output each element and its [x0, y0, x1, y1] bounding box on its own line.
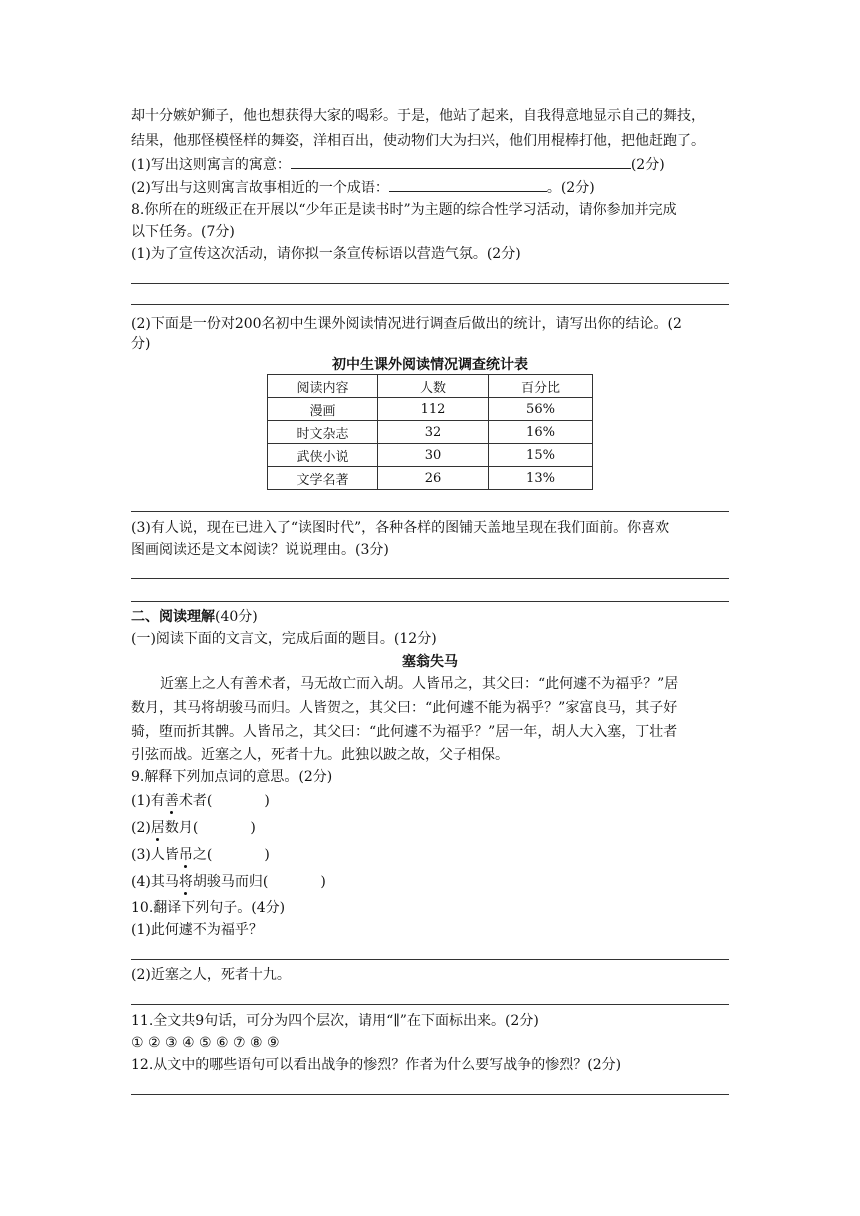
dotted-word: 善 [164, 793, 179, 809]
item-text: ) [264, 793, 270, 809]
q8-sub3-line-2: 图画阅读还是文本阅读？说说理由。(3分) [131, 542, 389, 558]
passage-line-2: 数月，其马将胡骏马而归。人皆贺之，其父曰：“此何遽不能为祸乎？”家富良马，其子好 [131, 700, 678, 716]
dotted-word: 吊 [178, 847, 193, 863]
table-cell: 文学名著 [268, 467, 378, 490]
q10-sentence-1: (1)此何遽不为福乎？ [131, 922, 263, 938]
section-heading [131, 607, 731, 627]
q8-sub3-line-1: (3)有人说，现在已进入了“读图时代”，各种各样的图铺天盖地呈现在我们面前。你喜欢 [131, 520, 670, 536]
fable-question-2 [131, 177, 731, 198]
answer-line[interactable] [131, 304, 729, 305]
section-title: 二、阅读理解 [131, 609, 215, 625]
table-cell: 13% [489, 467, 593, 490]
passage-line-3: 骑，堕而折其髀。人皆吊之，其父曰：“此何遽不为福乎？”居一年，胡人大入塞，丁壮者 [131, 724, 678, 740]
table-title: 初中生课外阅读情况调查统计表 [332, 357, 528, 373]
item-text: (4)其马 [131, 874, 179, 890]
item-text: 之( [192, 847, 213, 863]
q9-item [131, 791, 731, 811]
answer-line[interactable] [131, 1094, 729, 1095]
passage-title: 塞翁失马 [402, 654, 458, 670]
q10-stem: 10.翻译下列句子。(4分) [131, 900, 286, 916]
answer-line[interactable] [131, 959, 729, 960]
q9-item [131, 818, 731, 838]
q8-stem-line-2: 以下任务。(7分) [131, 224, 235, 240]
table-cell: 56% [489, 398, 593, 421]
q11-sentence-marks[interactable]: ① ② ③ ④ ⑤ ⑥ ⑦ ⑧ ⑨ [131, 1035, 280, 1051]
answer-blank[interactable] [389, 177, 547, 192]
item-text: ) [320, 874, 326, 890]
section-score: (40分) [215, 609, 258, 625]
q8-sub2-line-1: (2)下面是一份对200名初中生课外阅读情况进行调查后做出的统计，请写出你的结论。(2 [131, 316, 682, 332]
q9-item [131, 872, 731, 892]
q12-stem: 12.从文中的哪些语句可以看出战争的惨烈？作者为什么要写战争的惨烈？(2分) [131, 1057, 622, 1073]
q10-sentence-2: (2)近塞之人，死者十九。 [131, 967, 291, 983]
q8-stem-line-1: 8.你所在的班级正在开展以“少年正是读书时”为主题的综合性学习活动，请你参加并完成 [131, 202, 677, 218]
fable-line-1: 却十分嫉妒狮子，他也想获得大家的喝彩。于是，他站了起来，自我得意地显示自己的舞技， [131, 108, 705, 124]
q9-item [131, 845, 731, 865]
question-text: (2)写出与这则寓言故事相近的一个成语： [131, 180, 389, 196]
item-text: 数月( [164, 820, 199, 836]
reading-survey-table [267, 374, 593, 490]
q11-stem: 11.全文共9句话，可分为四个层次，请用“∥”在下面标出来。(2分) [131, 1013, 539, 1029]
table-header-row [268, 375, 593, 398]
q9-stem: 9.解释下列加点词的意思。(2分) [131, 769, 333, 785]
answer-line[interactable] [131, 511, 729, 512]
item-text: ) [250, 820, 256, 836]
table-header: 人数 [378, 375, 489, 398]
q8-sub1: (1)为了宣传这次活动，请你拟一条宣传标语以营造气氛。(2分) [131, 246, 521, 262]
fable-line-2: 结果，他那怪模怪样的舞姿，洋相百出，使动物们大为扫兴，他们用棍棒打他，把他赶跑了。 [131, 133, 705, 149]
passage-line-4: 引弦而战。近塞之人，死者十九。此独以跛之故，父子相保。 [131, 747, 509, 763]
table-cell: 时文杂志 [268, 421, 378, 444]
table-row [268, 398, 593, 421]
answer-blank[interactable] [291, 154, 631, 169]
part-1-instruction: (一)阅读下面的文言文，完成后面的题目。(12分) [131, 631, 437, 647]
item-text: (1)有 [131, 793, 165, 809]
table-cell: 112 [378, 398, 489, 421]
dotted-word: 居 [150, 820, 165, 836]
fable-question-1 [131, 154, 731, 175]
question-score: 。(2分) [546, 180, 595, 196]
answer-line[interactable] [131, 1004, 729, 1005]
item-text: (3)人皆 [131, 847, 179, 863]
table-cell: 武侠小说 [268, 444, 378, 467]
item-text: 术者( [178, 793, 213, 809]
answer-line[interactable] [131, 283, 729, 284]
passage-line-1: 近塞上之人有善术者，马无故亡而入胡。人皆吊之，其父曰：“此何遽不为福乎？”居 [160, 676, 679, 692]
table-cell: 30 [378, 444, 489, 467]
answer-line[interactable] [131, 601, 729, 602]
answer-line[interactable] [131, 578, 729, 579]
question-score: (2分) [630, 157, 665, 173]
table-cell: 16% [489, 421, 593, 444]
table-cell: 32 [378, 421, 489, 444]
table-header: 百分比 [489, 375, 593, 398]
table-cell: 漫画 [268, 398, 378, 421]
table-cell: 26 [378, 467, 489, 490]
table-row [268, 444, 593, 467]
table-row [268, 467, 593, 490]
item-text: 胡骏马而归( [192, 874, 269, 890]
question-text: (1)写出这则寓言的寓意： [131, 157, 291, 173]
table-row [268, 421, 593, 444]
q8-sub2-line-2: 分) [131, 336, 151, 352]
table-header: 阅读内容 [268, 375, 378, 398]
item-text: (2) [131, 820, 151, 836]
table-cell: 15% [489, 444, 593, 467]
dotted-word: 将 [178, 874, 193, 890]
item-text: ) [264, 847, 270, 863]
